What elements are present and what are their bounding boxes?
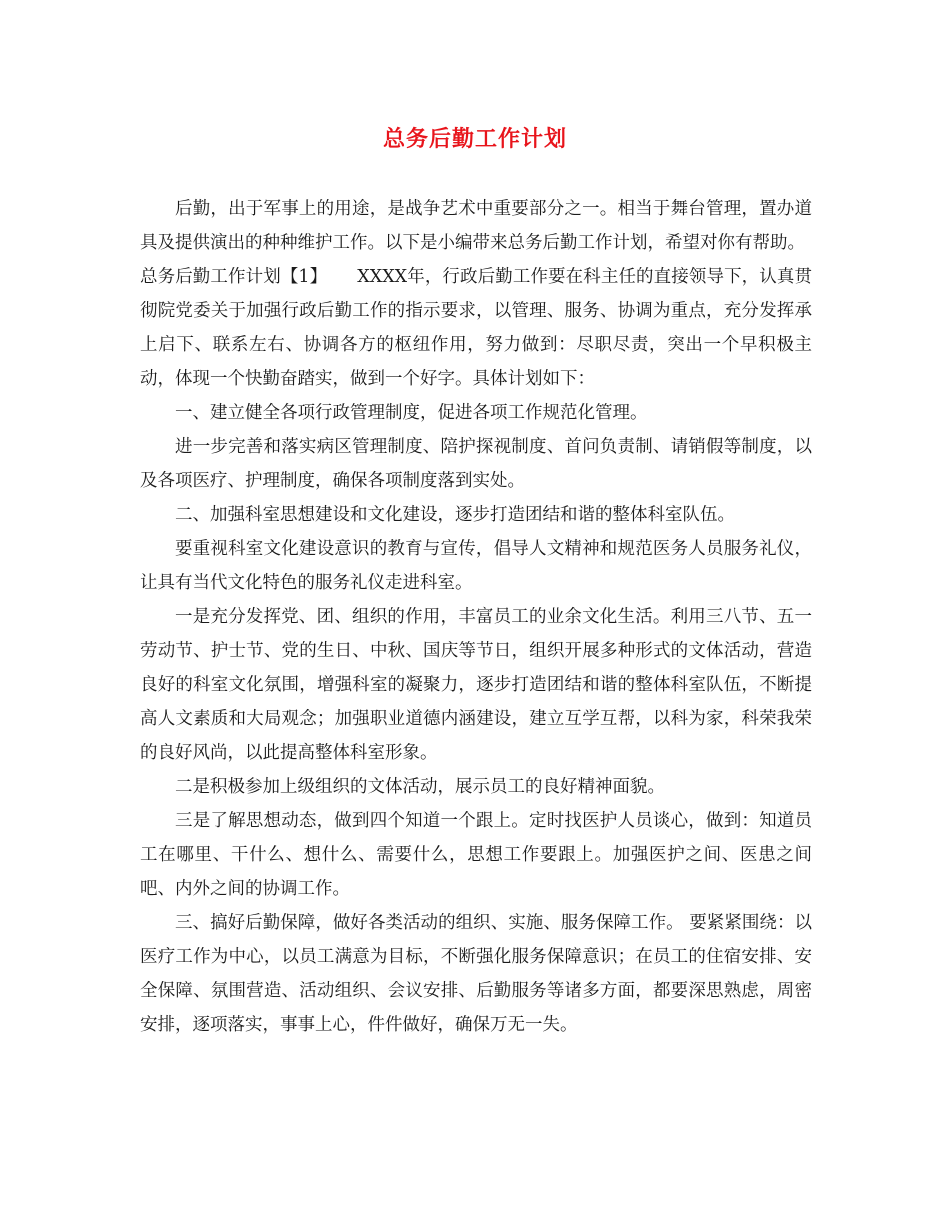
section-heading-3: 三、搞好后勤保障，做好各类活动的组织、实施、服务保障工作。 要紧紧围绕：以医疗工作为中心，以员工满意为目标，不断强化服务保障意识；在员工的住宿安排、安全保障、氛围营造、活动组织、会议安排、后勤服务等诸多方面，都要深思熟虑，周密安排，逐项落实，事事上心，件件做好，确保万无一失。	[140, 913, 812, 1035]
document-body	[140, 192, 812, 1042]
body-paragraph: 要重视科室文化建设意识的教育与宣传，倡导人文精神和规范医务人员服务礼仪，让具有当代文化特色的服务礼仪走进科室。	[140, 539, 812, 593]
body-paragraph: 一是充分发挥党、团、组织的作用，丰富员工的业余文化生活。利用三八节、五一劳动节、护士节、党的生日、中秋、国庆等节日，组织开展多种形式的文体活动，营造良好的科室文化氛围，增强科室的凝聚力，逐步打造团结和谐的整体科室队伍，不断提高人文素质和大局观念；加强职业道德内涵建设，建立互学互帮，以科为家，科荣我荣的良好风尚，以此提高整体科室形象。	[140, 607, 812, 763]
plan-paragraph	[140, 260, 812, 396]
section-heading-2: 二、加强科室思想建设和文化建设，逐步打造团结和谐的整体科室队伍。	[175, 505, 735, 525]
plan-text: XXXX年，行政后勤工作要在科主任的直接领导下，认真贯彻院党委关于加强行政后勤工作的指示要求，以管理、服务、协调为重点，充分发挥承上启下、联系左右、协调各方的枢纽作用，努力做到：尽职尽责，突出一个早积极主动，体现一个快勤奋踏实，做到一个好字。具体计划如下：	[140, 267, 812, 389]
document-title: 总务后勤工作计划	[382, 127, 567, 152]
body-paragraph: 二是积极参加上级组织的文体活动，展示员工的良好精神面貌。	[175, 777, 665, 797]
body-paragraph: 进一步完善和落实病区管理制度、陪护探视制度、首问负责制、请销假等制度，以及各项医疗、护理制度，确保各项制度落到实处。	[140, 437, 812, 491]
section-heading-1: 一、建立健全各项行政管理制度，促进各项工作规范化管理。	[175, 403, 648, 423]
body-paragraph: 三是了解思想动态，做到四个知道一个跟上。定时找医护人员谈心，做到：知道员工在哪里、干什么、想什么、需要什么，思想工作要跟上。加强医护之间、医患之间吧、内外之间的协调工作。	[140, 811, 812, 899]
intro-paragraph: 后勤，出于军事上的用途，是战争艺术中重要部分之一。相当于舞台管理，置办道具及提供演出的种种维护工作。以下是小编带来总务后勤工作计划，希望对你有帮助。	[140, 199, 812, 253]
plan-heading: 总务后勤工作计划【1】	[140, 267, 328, 287]
